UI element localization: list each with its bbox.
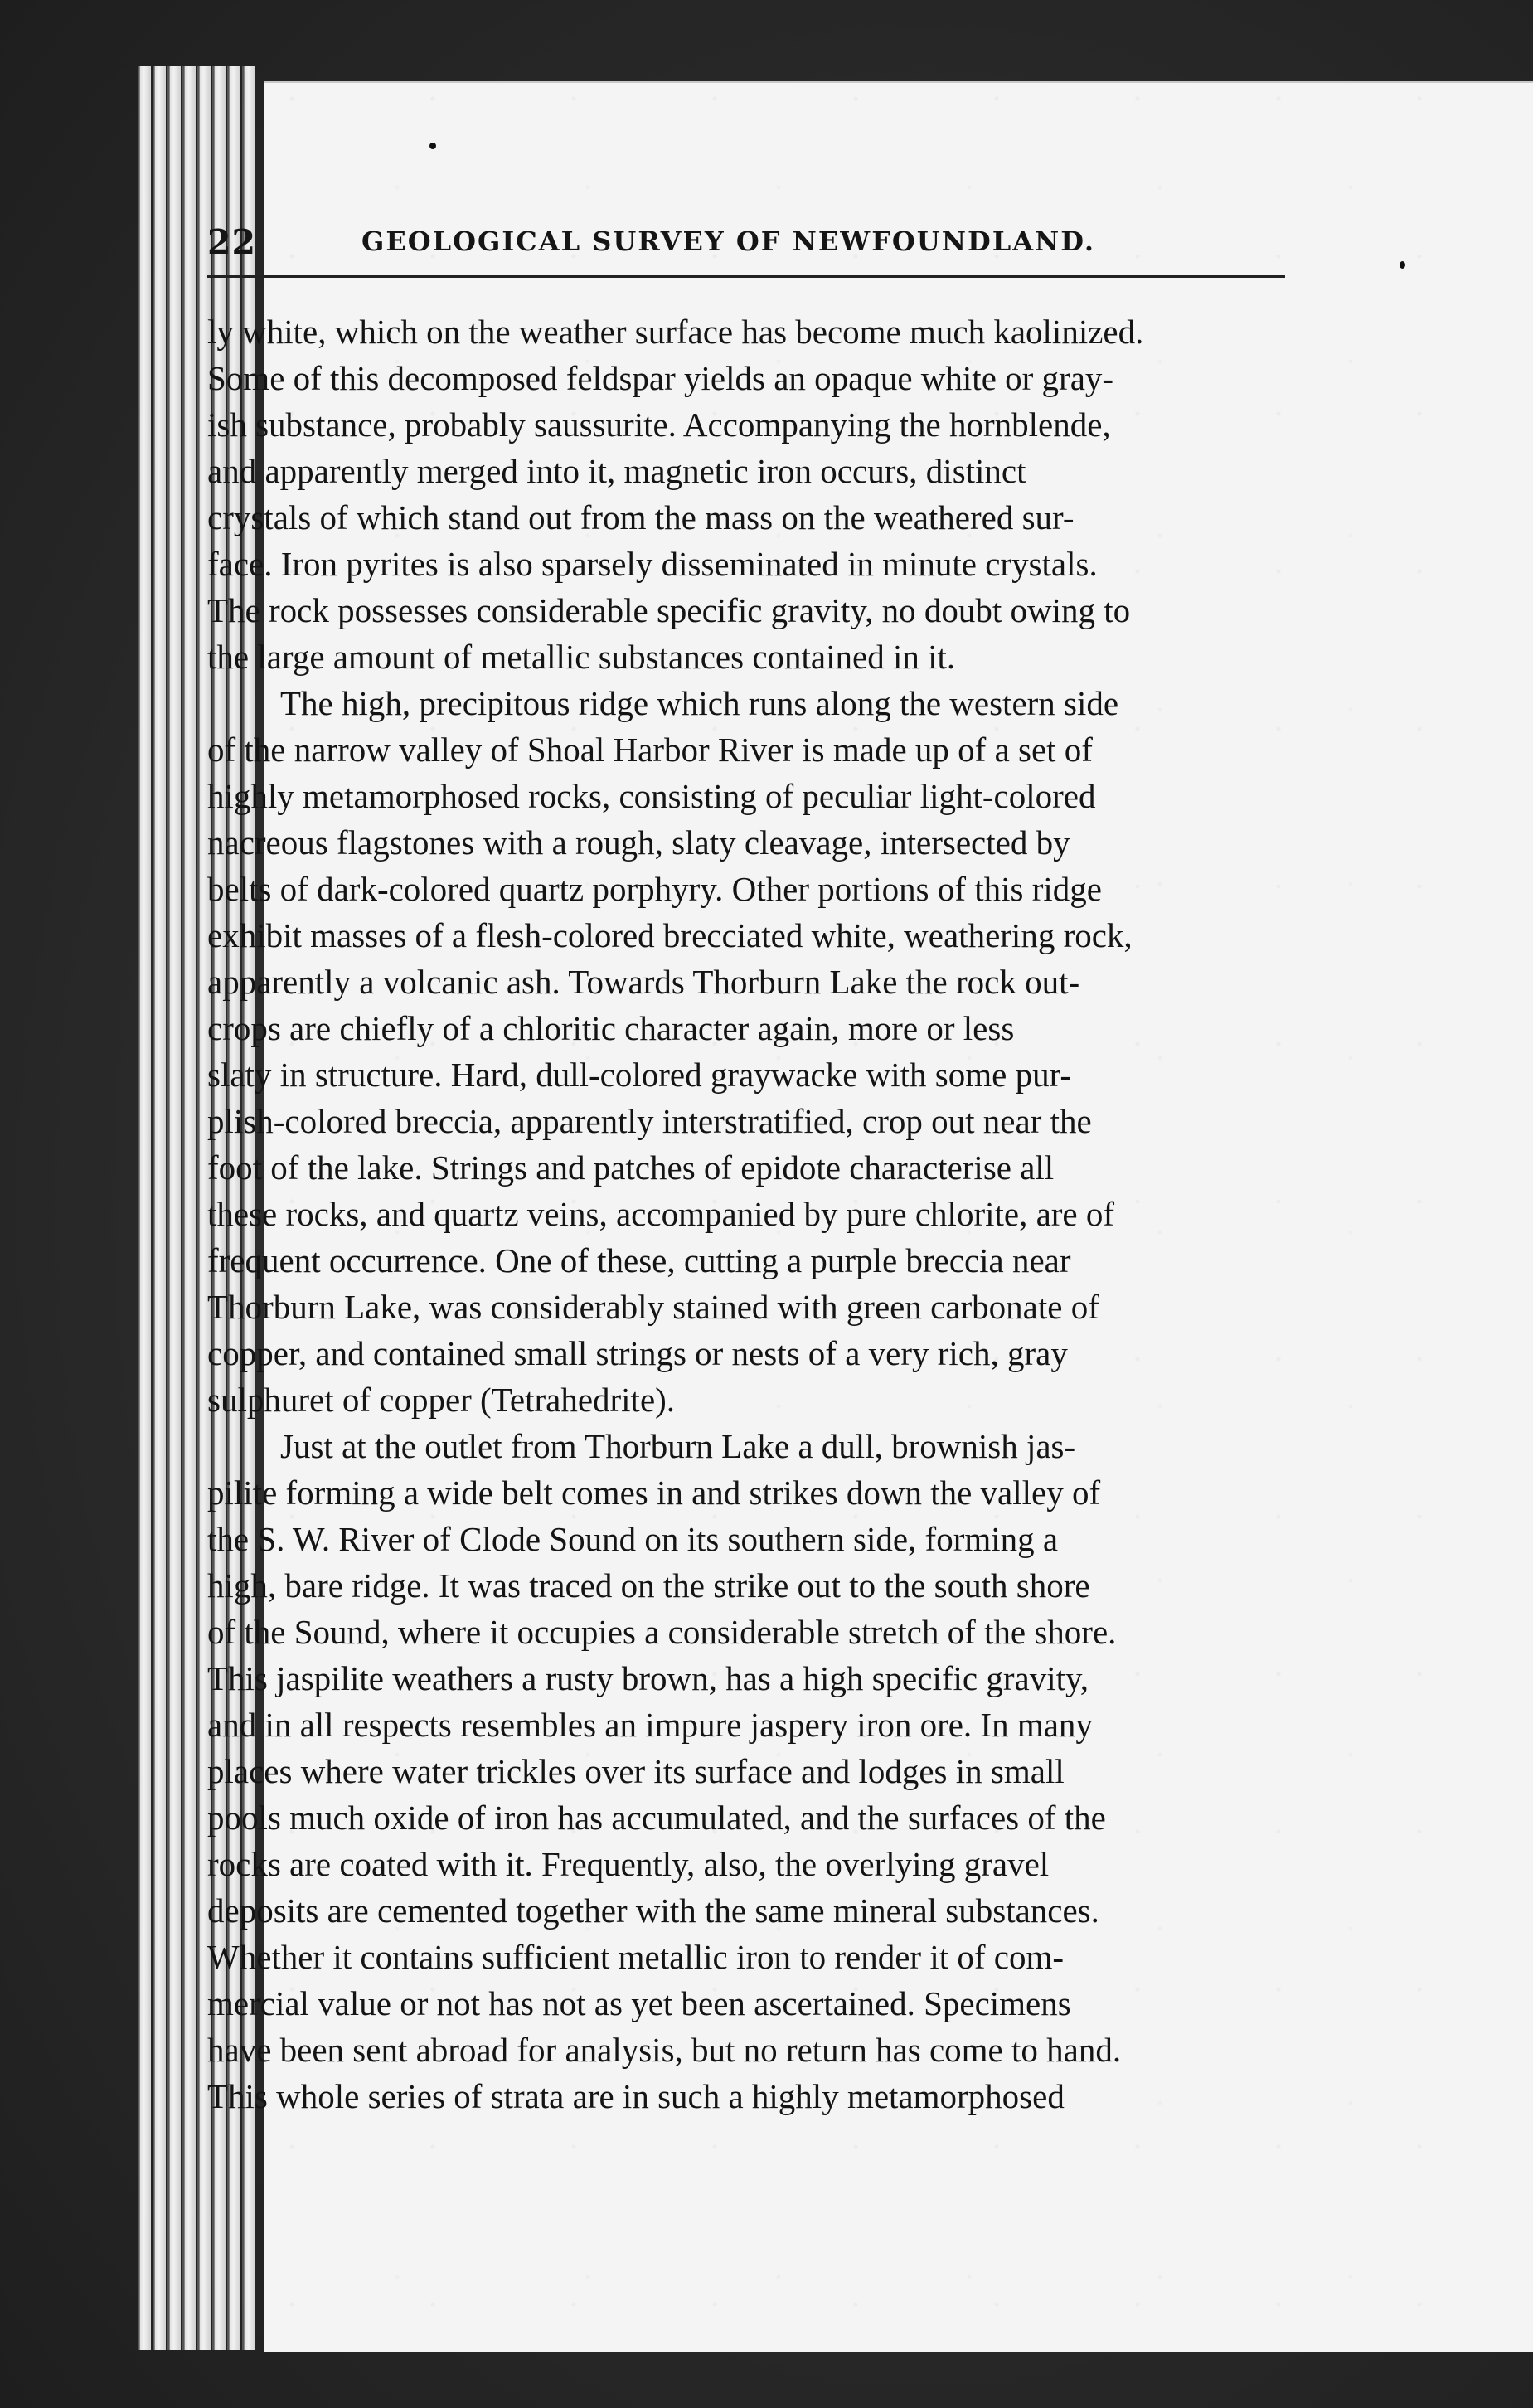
body-text bbox=[207, 308, 1269, 2119]
text-line: face. Iron pyrites is also sparsely disseminated in minute crystals. bbox=[207, 545, 1098, 583]
text-line: sulphuret of copper (Tetrahedrite). bbox=[207, 1381, 676, 1419]
text-line: The high, precipitous ridge which runs along the western side bbox=[280, 684, 1119, 722]
header-rule bbox=[207, 275, 1285, 278]
text-line: and in all respects resembles an impure jaspery iron ore. In many bbox=[207, 1706, 1093, 1744]
text-line: This whole series of strata are in such a highly metamorphosed bbox=[207, 2077, 1065, 2115]
ink-speck bbox=[1400, 261, 1405, 269]
text-line: these rocks, and quartz veins, accompanied by pure chlorite, are of bbox=[207, 1195, 1115, 1233]
text-line: Just at the outlet from Thorburn Lake a dull, brownish jas- bbox=[280, 1427, 1076, 1465]
page-edge bbox=[167, 66, 181, 2350]
text-line: The rock possesses considerable specific gravity, no doubt owing to bbox=[207, 591, 1131, 629]
text-line: deposits are cemented together with the same mineral substances. bbox=[207, 1891, 1099, 1930]
text-line: mercial value or not has not as yet been ascertained. Specimens bbox=[207, 1984, 1071, 2022]
text-line: pilite forming a wide belt comes in and strikes down the valley of bbox=[207, 1473, 1101, 1512]
text-line: ish substance, probably saussurite. Accompanying the hornblende, bbox=[207, 405, 1111, 444]
text-line: foot of the lake. Strings and patches of epidote characterise all bbox=[207, 1148, 1055, 1187]
text-line: have been sent abroad for analysis, but no return has come to hand. bbox=[207, 2031, 1122, 2069]
text-line: the large amount of metallic substances contained in it. bbox=[207, 638, 956, 676]
text-line: belts of dark-colored quartz porphyry. Other portions of this ridge bbox=[207, 870, 1102, 908]
text-line: slaty in structure. Hard, dull-colored graywacke with some pur- bbox=[207, 1056, 1072, 1094]
text-line: Whether it contains sufficient metallic iron to render it of com- bbox=[207, 1938, 1065, 1976]
text-line: and apparently merged into it, magnetic iron occurs, distinct bbox=[207, 452, 1026, 490]
text-line: copper, and contained small strings or nests of a very rich, gray bbox=[207, 1334, 1068, 1372]
page-edge bbox=[182, 66, 196, 2350]
running-head: GEOLOGICAL SURVEY OF NEWFOUNDLAND. bbox=[361, 226, 1096, 257]
text-line: the S. W. River of Clode Sound on its southern side, forming a bbox=[207, 1520, 1059, 1558]
text-line: pools much oxide of iron has accumulated, and the surfaces of the bbox=[207, 1799, 1106, 1837]
text-line: crystals of which stand out from the mass on the weathered sur- bbox=[207, 498, 1075, 536]
text-line: nacreous flagstones with a rough, slaty cleavage, intersected by bbox=[207, 823, 1070, 862]
page-header bbox=[207, 222, 1285, 272]
text-line: plish-colored breccia, apparently interstratified, crop out near the bbox=[207, 1102, 1092, 1140]
text-line: highly metamorphosed rocks, consisting of peculiar light-colored bbox=[207, 777, 1096, 815]
text-line: crops are chiefly of a chloritic character again, more or less bbox=[207, 1009, 1015, 1047]
text-line: exhibit masses of a flesh-colored brecciated white, weathering rock, bbox=[207, 916, 1133, 954]
page-edge bbox=[138, 66, 151, 2350]
text-line: places where water trickles over its surface and lodges in small bbox=[207, 1752, 1065, 1790]
text-line: of the Sound, where it occupies a considerable stretch of the shore. bbox=[207, 1613, 1117, 1651]
text-line: ly white, which on the weather surface has become much kaolinized. bbox=[207, 313, 1144, 351]
text-line: Thorburn Lake, was considerably stained with green carbonate of bbox=[207, 1288, 1099, 1326]
text-line: frequent occurrence. One of these, cutting a purple breccia near bbox=[207, 1241, 1071, 1279]
text-line: rocks are coated with it. Frequently, also, the overlying gravel bbox=[207, 1845, 1050, 1883]
text-line: This jaspilite weathers a rusty brown, has a high specific gravity, bbox=[207, 1659, 1089, 1697]
page-edge bbox=[153, 66, 166, 2350]
page-number: 22 bbox=[207, 222, 257, 262]
text-line: Some of this decomposed feldspar yields an opaque white or gray- bbox=[207, 359, 1114, 397]
text-line: of the narrow valley of Shoal Harbor River is made up of a set of bbox=[207, 731, 1093, 769]
text-line: high, bare ridge. It was traced on the strike out to the south shore bbox=[207, 1566, 1090, 1605]
text-line: apparently a volcanic ash. Towards Thorburn Lake the rock out- bbox=[207, 963, 1080, 1001]
ink-speck bbox=[429, 143, 436, 149]
